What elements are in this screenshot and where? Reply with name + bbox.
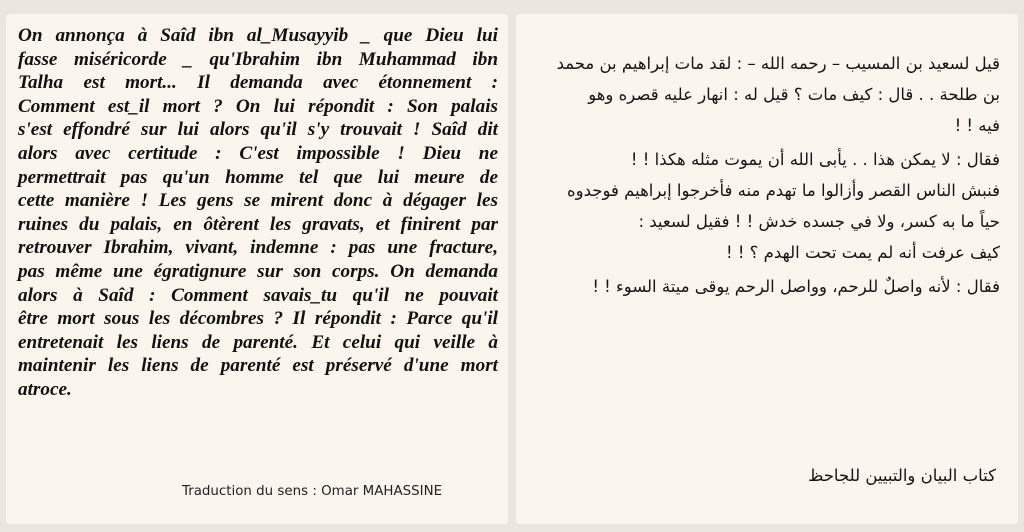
french-line: Comment est_il mort ? On lui répondit : Son palais — [18, 95, 498, 117]
arabic-line: فقال : لا يمكن هذا . . يأبى الله أن يموت مثله هكذا ! ! — [630, 150, 1000, 169]
french-translation-text — [18, 24, 498, 402]
french-panel — [6, 14, 508, 524]
french-line: permettrait pas qu'un homme tel que lui meure de — [18, 166, 498, 188]
french-line: fasse miséricorde _ qu'Ibrahim ibn Muhammad ibn — [18, 48, 498, 70]
arabic-source-citation: كتاب البيان والتبيين للجاحظ — [808, 466, 996, 485]
french-line: s'est effondré sur lui alors qu'il s'y trouvait ! Saîd dit — [18, 119, 498, 141]
arabic-line: فنبش الناس القصر وأزالوا ما تهدم منه فأخرجوا إبراهيم فوجدوه — [567, 181, 1000, 200]
french-line: ruines du palais, en ôtèrent les gravats, et finirent par — [18, 213, 498, 235]
arabic-line: فقال : لأنه واصلٌ للرحم، وواصل الرحم يوقى ميتة السوء ! ! — [592, 277, 1000, 296]
arabic-panel — [516, 14, 1018, 524]
arabic-line: بن طلحة . . قال : كيف مات ؟ قيل له : انهار عليه قصره وهو — [588, 85, 1000, 104]
french-line: maintenir les liens de parenté est préservé d'une mort — [18, 355, 498, 377]
arabic-original-text — [532, 48, 1000, 302]
french-line: Talha est mort... Il demanda avec étonnement : — [18, 72, 498, 94]
arabic-line: قيل لسعيد بن المسيب – رحمه الله – : لقد مات إبراهيم بن محمد — [556, 54, 1000, 73]
french-line: retrouver Ibrahim, vivant, indemne : pas une fracture, — [18, 237, 498, 259]
arabic-line: كيف عرفت أنه لم يمت تحت الهدم ؟ ! ! — [725, 243, 1000, 262]
french-line: alors avec certitude : C'est impossible ! Dieu ne — [18, 142, 498, 164]
french-line: On annonça à Saîd ibn al_Musayyib _ que Dieu lui — [18, 25, 498, 46]
french-line: alors à Saîd : Comment savais_tu qu'il ne pouvait — [18, 284, 498, 306]
french-line: pas même une égratignure sur son corps. On demanda — [18, 260, 498, 282]
french-line: atroce. — [18, 378, 72, 400]
french-line: entretenait les liens de parenté. Et celui qui veille à — [18, 331, 498, 353]
french-line: cette manière ! Les gens se mirent donc à dégager les — [18, 190, 498, 212]
arabic-line: حياً ما به كسر، ولا في جسده خدش ! ! فقيل لسعيد : — [638, 212, 1000, 231]
translation-credit: Traduction du sens : Omar MAHASSINE — [182, 484, 443, 499]
french-line: être mort sous les décombres ? Il répondit : Parce qu'il — [18, 308, 498, 330]
arabic-line: فيه ! ! — [954, 116, 1000, 135]
